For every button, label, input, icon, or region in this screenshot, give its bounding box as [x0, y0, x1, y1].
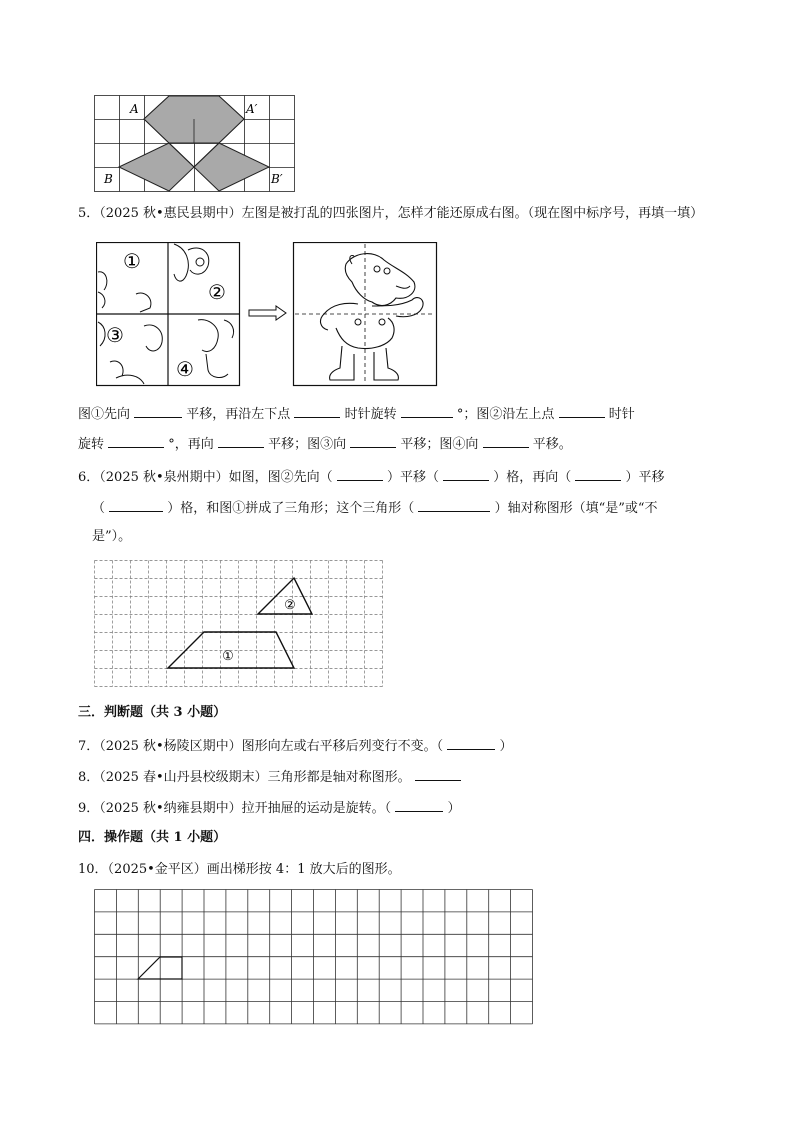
q9-close: ）	[447, 801, 461, 816]
q5-puzzle-figure	[96, 242, 441, 388]
q9-text: 9．（2025 秋•纳雍县期中）拉开抽屉的运动是旋转。（	[78, 801, 392, 816]
q5-blank-6[interactable]	[218, 434, 264, 448]
q5-blank-8[interactable]	[483, 434, 529, 448]
q5-title: 5．（2025 秋•惠民县期中）左图是被打乱的四张图片，怎样才能还原成右图。（现在图中标序号，再填一填）	[78, 206, 704, 221]
q6-blank-1[interactable]	[337, 467, 383, 481]
q6-line2-text2: ）格，和图①拼成了三角形；这个三角形（	[167, 501, 415, 516]
q6-line2-text1: （	[92, 501, 106, 516]
q9	[78, 798, 460, 818]
q6-line1	[78, 467, 665, 487]
shape-bottom-right	[194, 143, 269, 191]
q8-blank[interactable]	[415, 767, 461, 781]
restored-picture	[294, 243, 437, 386]
q6-grid-figure	[94, 560, 390, 690]
q5-line1	[78, 404, 635, 424]
arrow-right-icon	[249, 306, 286, 320]
q5-line2-text1: 旋转	[78, 437, 105, 452]
scrambled-puzzle	[96, 242, 240, 386]
q6-blank-5[interactable]	[418, 498, 490, 512]
label-b-prime: B′	[271, 172, 283, 186]
q7-text: 7．（2025 秋•杨陵区期中）图形向左或右平移后列变行不变。（	[78, 739, 444, 754]
q8-text: 8．（2025 春•山丹县校级期末）三角形都是轴对称图形。	[78, 770, 411, 785]
q5-line2-text5: 平移。	[532, 437, 572, 452]
q5-line2	[78, 434, 572, 454]
q8	[78, 767, 461, 787]
q6-line1-text3: ）格，再向（	[493, 470, 572, 485]
section-4-title: 四．操作题（共 1 小题）	[78, 830, 227, 845]
marker-1: ①	[123, 249, 141, 273]
q10-grid-figure	[94, 889, 534, 1025]
q6-blank-4[interactable]	[109, 498, 163, 512]
shape-bottom-left	[119, 143, 194, 191]
q5-line2-text4: 平移；图④向	[400, 437, 479, 452]
q6-line3: 是”）。	[92, 529, 132, 544]
marker-2: ②	[208, 280, 226, 304]
q5-line2-text2: °，再向	[168, 437, 214, 452]
translation-grid-figure	[94, 95, 296, 192]
q6-line1-text1: 6．（2025 秋•泉州期中）如图，图②先向（	[78, 470, 333, 485]
q6-line1-text4: ）平移	[625, 470, 665, 485]
q7	[78, 736, 512, 756]
q5-line1-text1: 图①先向	[78, 407, 131, 422]
q5-blank-1[interactable]	[134, 404, 182, 418]
q6-blank-3[interactable]	[575, 467, 621, 481]
q5-line2-text3: 平移；图③向	[268, 437, 347, 452]
label-a: A	[130, 102, 139, 116]
q5-blank-7[interactable]	[350, 434, 396, 448]
q6-line2	[92, 498, 658, 518]
q5-blank-5[interactable]	[108, 434, 164, 448]
label-b: B	[104, 172, 113, 186]
q7-blank[interactable]	[447, 736, 495, 750]
q6-line2-text3: ）轴对称图形（填“是”或“不	[494, 501, 658, 516]
q6-line1-text2: ）平移（	[386, 470, 439, 485]
marker-circled-2: ②	[284, 598, 296, 613]
q5-blank-3[interactable]	[401, 404, 453, 418]
q5-line1-text2: 平移，再沿左下点	[186, 407, 291, 422]
section-3-title: 三．判断题（共 3 小题）	[78, 705, 227, 720]
q5-line1-text4: °；图②沿左上点	[456, 407, 555, 422]
marker-4: ④	[176, 357, 194, 381]
q9-blank[interactable]	[395, 798, 443, 812]
q5-line1-text5: 时针	[608, 407, 635, 422]
marker-circled-1: ①	[222, 649, 234, 664]
q7-close: ）	[499, 739, 513, 754]
q5-line1-text3: 时针旋转	[344, 407, 397, 422]
label-a-prime: A′	[246, 102, 258, 116]
q10-title: 10．（2025•金平区）画出梯形按 4：1 放大后的图形。	[78, 862, 401, 877]
q5-blank-2[interactable]	[294, 404, 340, 418]
q5-blank-4[interactable]	[559, 404, 605, 418]
marker-3: ③	[106, 323, 124, 347]
q6-blank-2[interactable]	[443, 467, 489, 481]
